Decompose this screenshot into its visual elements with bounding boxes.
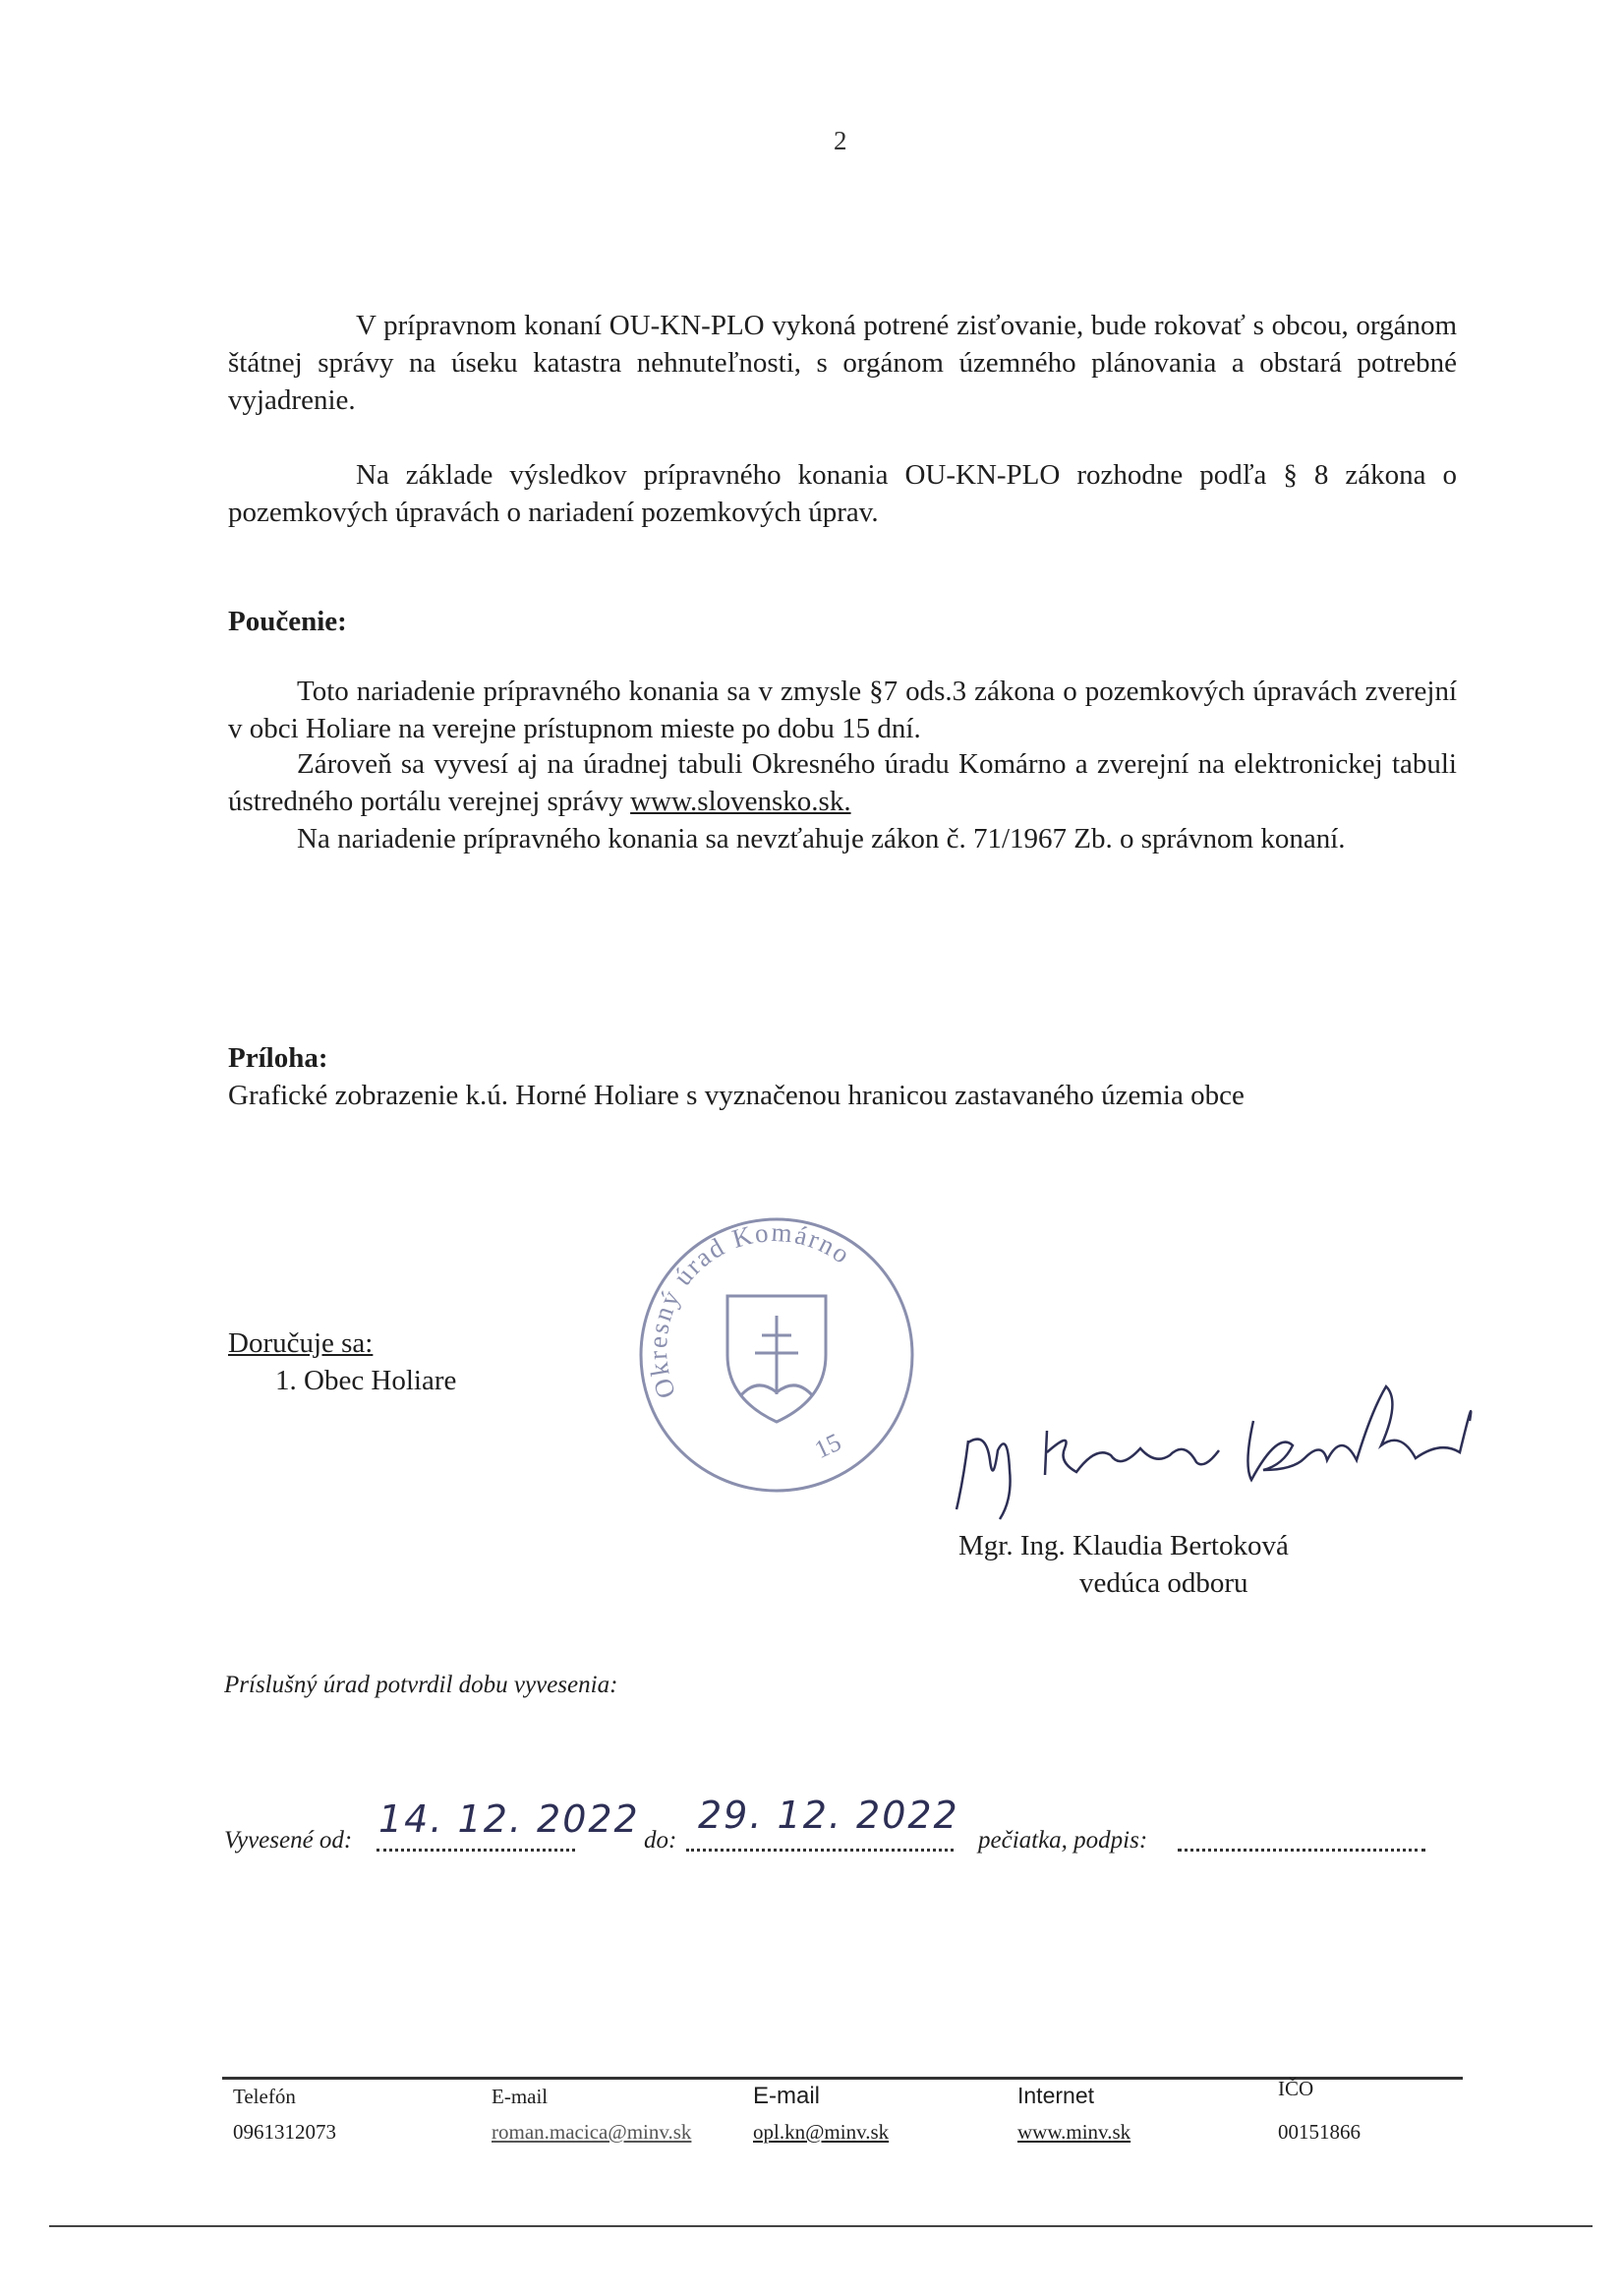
official-stamp <box>629 1207 924 1502</box>
stamp-text: Okresný úrad Komárno <box>642 1216 857 1402</box>
footer-email2-label: E-mail <box>753 2083 821 2109</box>
stamp-signature-dotted-line <box>1178 1849 1425 1852</box>
posting-confirm-label: Príslušný úrad potvrdil dobu vyvesenia: <box>224 1672 618 1698</box>
footer-phone-value: 0961312073 <box>233 2120 336 2144</box>
priloha-text: Grafické zobrazenie k.ú. Horné Holiare s vyznačenou hranicou zastavaného územia obce <box>228 1080 1245 1111</box>
posted-from-label: Vyvesené od: <box>224 1827 353 1854</box>
posted-from-value: 14. 12. 2022 <box>378 1797 640 1841</box>
footer-email1-label: E-mail <box>492 2085 549 2108</box>
page-bottom-rule <box>49 2225 1593 2227</box>
stamp-number: 15 <box>810 1427 845 1465</box>
slovensko-link[interactable]: www.slovensko.sk. <box>630 786 851 817</box>
footer-internet-label: Internet <box>1017 2083 1094 2108</box>
footer-divider <box>222 2077 1463 2080</box>
footer-email1-value[interactable]: roman.macica@minv.sk <box>492 2120 692 2144</box>
poucenie-paragraph-2 <box>228 745 1457 820</box>
paragraph-preparatory-procedure: V prípravnom konaní OU-KN-PLO vykoná potrené zisťovanie, bude rokovať s obcou, orgánom štátnej správy na úseku katastra nehnuteľnosti, s orgánom územného plánovania a obstará potrebné vyjadrenie. <box>228 310 1457 416</box>
page-number: 2 <box>834 126 847 155</box>
signer-name: Mgr. Ing. Klaudia Bertoková <box>958 1530 1289 1561</box>
footer-internet-value[interactable]: www.minv.sk <box>1017 2120 1131 2144</box>
posted-to-value: 29. 12. 2022 <box>698 1794 959 1837</box>
posted-to-label: do: <box>644 1827 677 1854</box>
priloha-heading: Príloha: <box>228 1042 328 1074</box>
signer-role: vedúca odboru <box>1079 1567 1248 1599</box>
stamp-signature-label: pečiatka, podpis: <box>978 1827 1148 1854</box>
posted-to-dotted-line <box>686 1849 954 1852</box>
footer-phone-label: Telefón <box>233 2085 296 2108</box>
poucenie-paragraph-2-text: Zároveň sa vyvesí aj na úradnej tabuli Okresného úradu Komárno a zverejní na elektronickej tabuli ústredného portálu verejnej správy <box>228 748 1457 817</box>
dorucuje-item: 1. Obec Holiare <box>275 1365 457 1396</box>
footer-email2-value[interactable]: opl.kn@minv.sk <box>753 2120 890 2144</box>
posted-from-dotted-line <box>377 1849 575 1852</box>
coat-of-arms-icon <box>727 1296 826 1422</box>
dorucuje-heading: Doručuje sa: <box>228 1327 374 1359</box>
footer-ico-label: IČO <box>1278 2077 1314 2100</box>
handwritten-signature <box>939 1372 1499 1529</box>
footer-ico-value: 00151866 <box>1278 2120 1361 2144</box>
paragraph-decision-basis: Na základe výsledkov prípravného konania OU-KN-PLO rozhodne podľa § 8 zákona o pozemkových úpravách o nariadení pozemkových úprav. <box>228 459 1457 528</box>
poucenie-paragraph-3: Na nariadenie prípravného konania sa nevzťahuje zákon č. 71/1967 Zb. o správnom konaní. <box>297 823 1346 854</box>
poucenie-heading: Poučenie: <box>228 606 347 637</box>
poucenie-paragraph-1: Toto nariadenie prípravného konania sa v zmysle §7 ods.3 zákona o pozemkových úpravách zverejní v obci Holiare na verejne prístupnom mieste po dobu 15 dní. <box>228 676 1457 744</box>
